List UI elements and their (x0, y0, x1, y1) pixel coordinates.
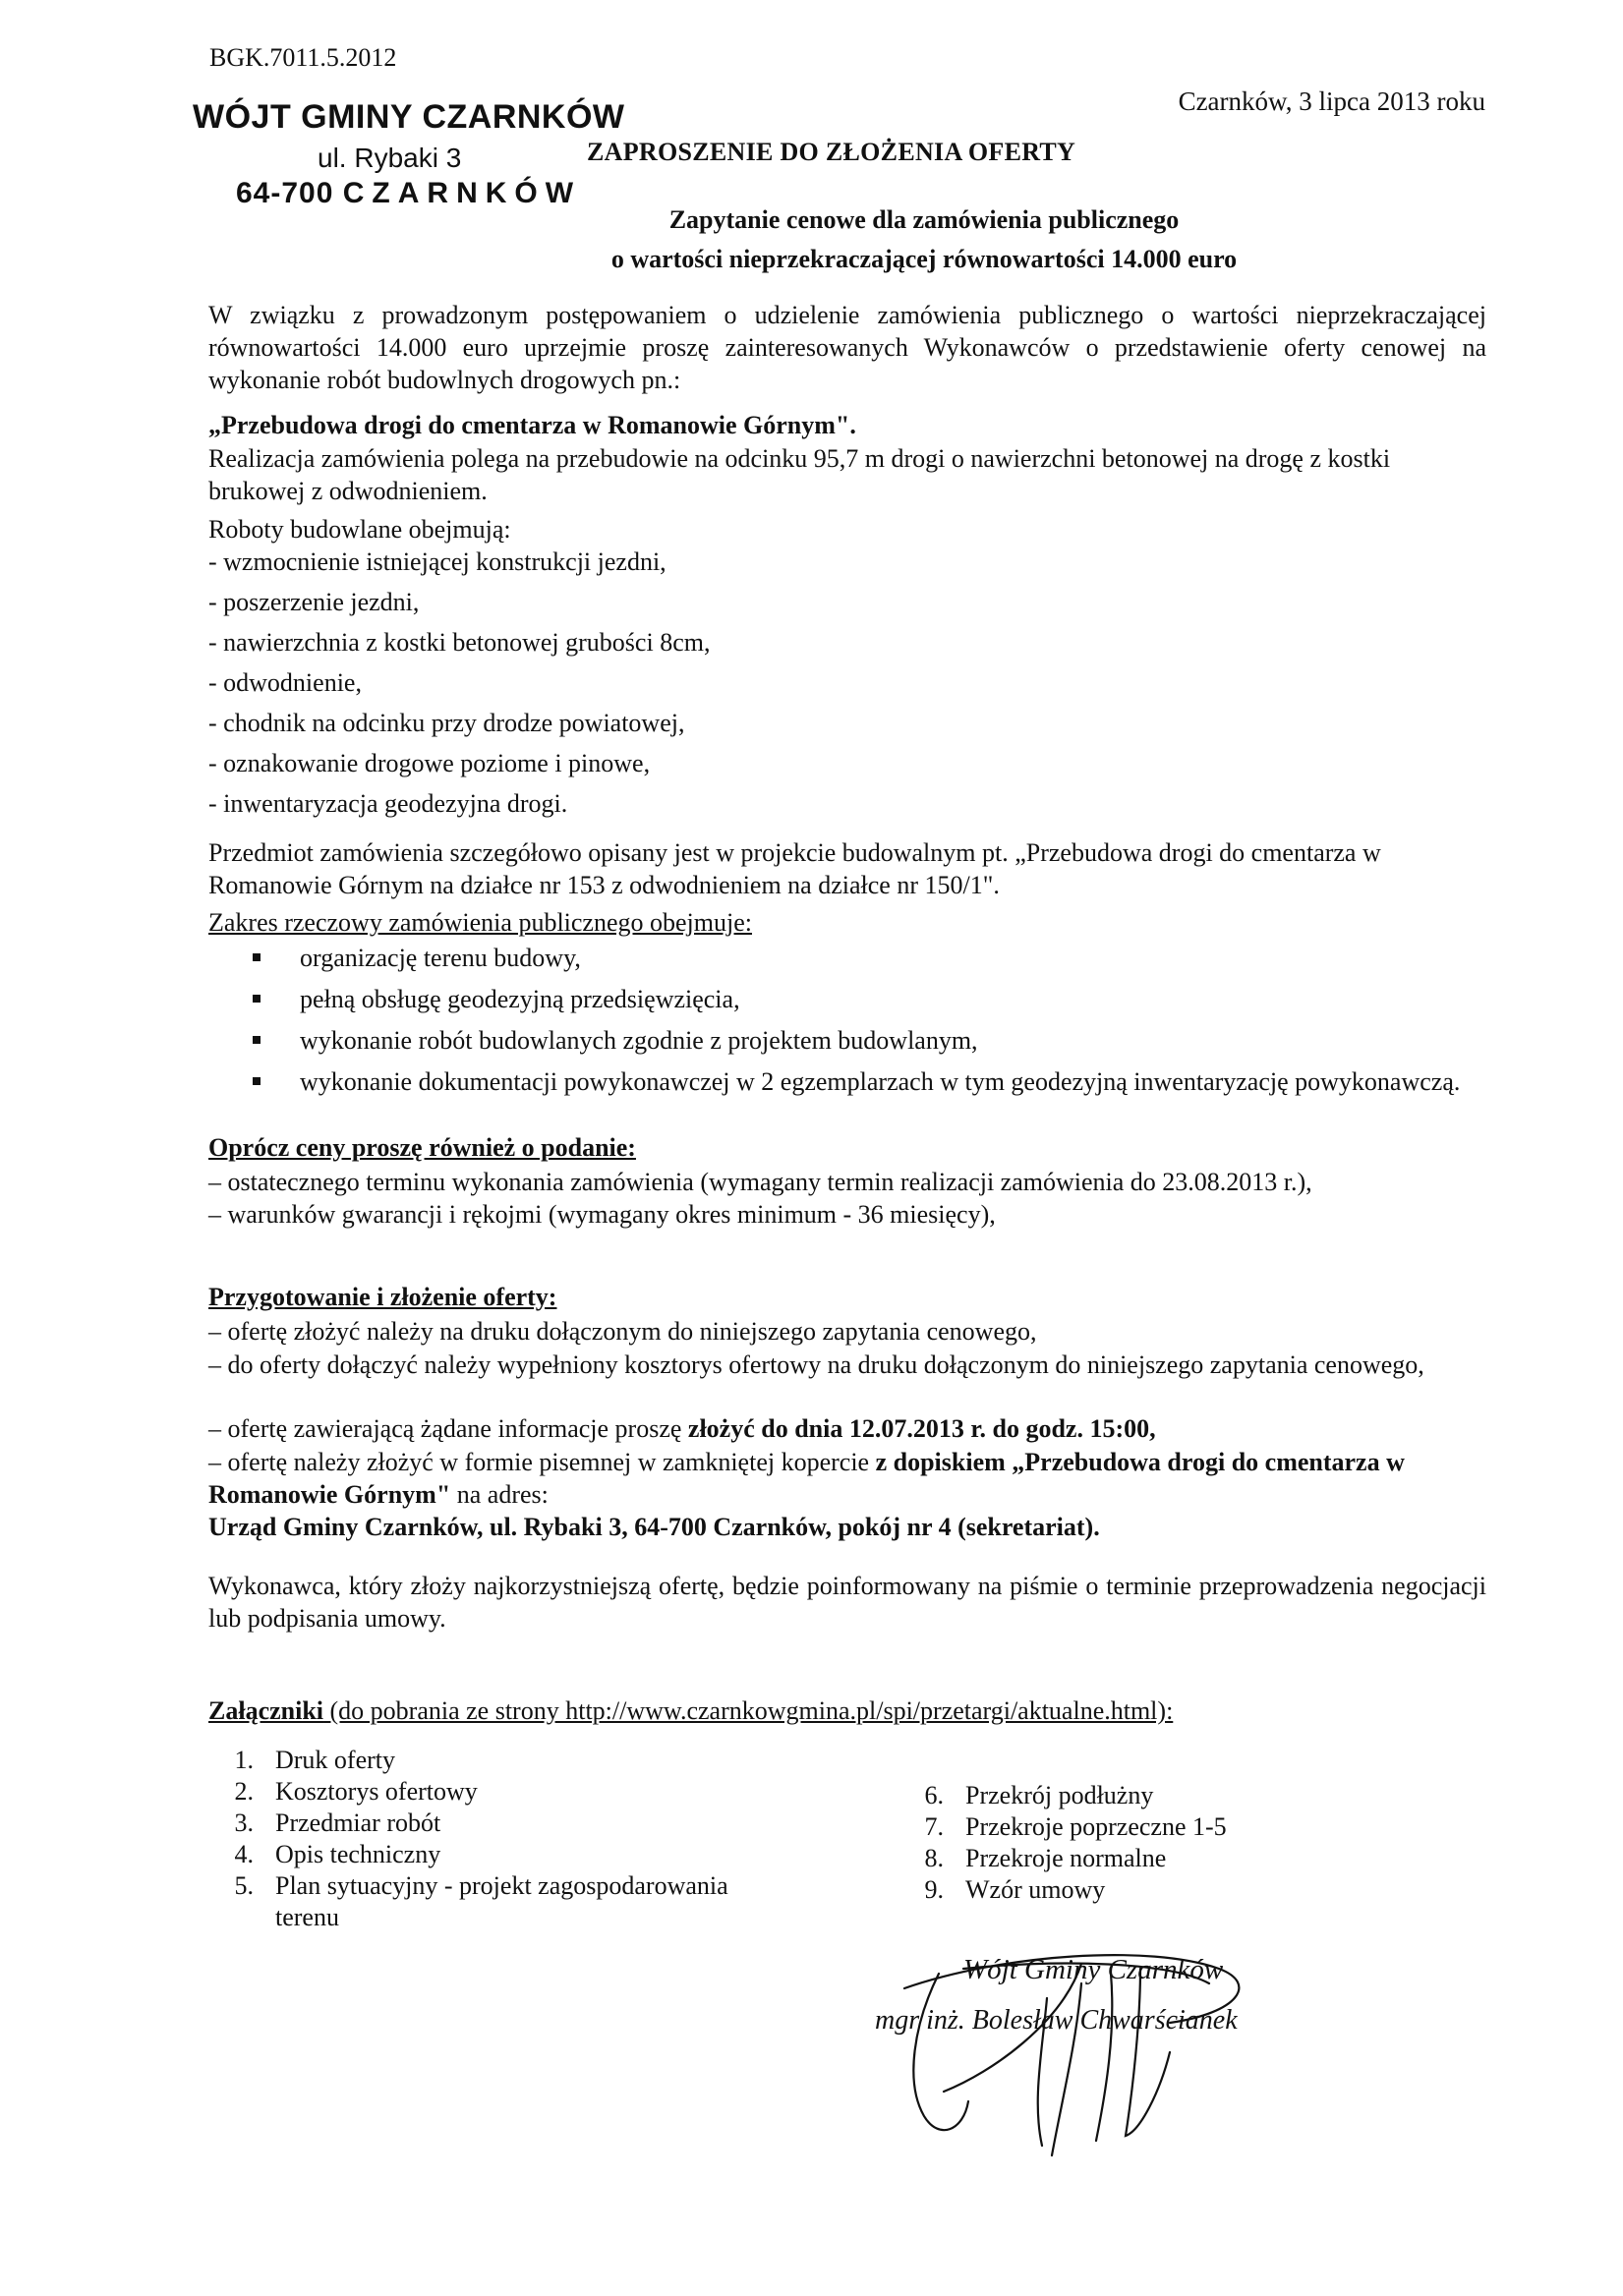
works-list-item: - chodnik na odcinku przy drodze powiatowej, (208, 709, 685, 737)
stamp-line-street: ul. Rybaki 3 (318, 143, 462, 173)
bullet-icon (253, 995, 261, 1003)
attachments-list-right (895, 1780, 1227, 1906)
attachment-item: 8. Przekroje normalne (924, 1844, 1167, 1872)
attachment-item: 5. Plan sytuacyjny - projekt zagospodarowania terenu (234, 1871, 728, 1931)
scope-list-item: pełną obsługę geodezyjną przedsięwzięcia, (253, 983, 740, 1015)
intro-paragraph: W związku z prowadzonym postępowaniem o udzielenie zamówienia publicznego o wartości nieprzekraczającej równowartości 14.000 euro uprzejmie proszę zainteresowanych Wykonawców o przedstawienie oferty cenowej na wykonanie robót budowlnych drogowych pn.: (208, 301, 1486, 394)
bullet-icon (253, 953, 261, 961)
price-list-item: – warunków gwarancji i rękojmi (wymagany okres minimum - 36 miesięcy), (208, 1200, 996, 1229)
stamp-line-city (236, 177, 581, 210)
attachments-list-left (204, 1745, 728, 1933)
envelope-note: z dopiskiem „Przebudowa drogi do cmentarza w Romanowie Górnym" (208, 1448, 1405, 1509)
attachments-heading-label: Załączniki (208, 1696, 324, 1725)
price-list-item: – ostatecznego terminu wykonania zamówienia (wymagany termin realizacji zamówienia do 23.08.2013 r.), (208, 1168, 1312, 1196)
preparation-heading: Przygotowanie i złożenie oferty: (208, 1283, 557, 1311)
project-name: „Przebudowa drogi do cmentarza w Romanowie Górnym". (208, 411, 856, 439)
preparation-item: – ofertę złożyć należy na druku dołączonym do niniejszego zapytania cenowego, (208, 1317, 1037, 1346)
deadline-text: złożyć do dnia 12.07.2013 r. do godz. 15:00, (687, 1414, 1156, 1443)
attachments-heading (208, 1694, 1486, 1727)
preparation-item-envelope: – ofertę należy złożyć w formie pisemnej w zamkniętej kopercie z dopiskiem „Przebudowa drogi do cmentarza w Romanowie Górnym" na adres: (208, 1448, 1405, 1509)
scope-list-item: wykonanie robót budowlanych zgodnie z projektem budowlanym, (253, 1024, 978, 1057)
attachment-item: 2. Kosztorys ofertowy (234, 1777, 478, 1806)
scope-description: Realizacja zamówienia polega na przebudowie na odcinku 95,7 m drogi o nawierzchni betonowej na drogę z kostki brukowej z odwodnieniem. (208, 444, 1391, 505)
stamp-city: CZARNKÓW (342, 177, 582, 209)
document-subtitle (580, 201, 1268, 279)
attachment-item: 6. Przekrój podłużny (924, 1781, 1154, 1809)
attachment-item: 7. Przekroje poprzeczne 1-5 (924, 1812, 1227, 1841)
works-list-item: - poszerzenie jezdni, (208, 588, 420, 616)
bullet-icon (253, 1036, 261, 1044)
works-intro: Roboty budowlane obejmują: (208, 515, 511, 544)
attachment-item: 9. Wzór umowy (924, 1875, 1106, 1904)
attachment-item: 4. Opis techniczny (234, 1840, 441, 1868)
stamp-postcode: 64-700 (236, 177, 334, 209)
subtitle-line: o wartości nieprzekraczającej równowartości 14.000 euro (610, 245, 1238, 273)
preparation-item-deadline: – ofertę zawierającą żądane informacje proszę złożyć do dnia 12.07.2013 r. do godz. 15:00, (208, 1414, 1156, 1443)
stamp-line-office: WÓJT GMINY CZARNKÓW (193, 98, 625, 136)
works-list-item: - inwentaryzacja geodezyjna drogi. (208, 789, 568, 818)
works-list-item: - odwodnienie, (208, 668, 362, 697)
subject-paragraph: Przedmiot zamówienia szczegółowo opisany jest w projekcie budowalnym pt. „Przebudowa drogi do cmentarza w Romanowie Górnym na działce nr 153 z odwodnieniem na działce nr 150/1". (208, 838, 1381, 899)
preparation-item: – do oferty dołączyć należy wypełniony kosztorys ofertowy na druku dołączonym do niniejszego zapytania cenowego, (208, 1350, 1424, 1379)
scope-list-item: wykonanie dokumentacji powykonawczej w 2 egzemplarzach w tym geodezyjną inwentaryzację powykonawczą. (253, 1065, 1486, 1098)
scope-heading: Zakres rzeczowy zamówienia publicznego obejmuje: (208, 908, 752, 937)
signature-block (845, 1944, 1357, 2170)
works-list-item: - nawierzchnia z kostki betonowej grubości 8cm, (208, 628, 711, 657)
price-heading: Oprócz ceny proszę również o podanie: (208, 1133, 636, 1162)
reference-number: BGK.7011.5.2012 (209, 43, 397, 72)
works-list-item: - wzmocnienie istniejącej konstrukcji jezdni, (208, 547, 667, 576)
document-title: ZAPROSZENIE DO ZŁOŻENIA OFERTY (587, 138, 1076, 166)
signature-title: Wójt Gminy Czarnków (963, 1954, 1224, 1985)
notice-paragraph: Wykonawca, który złoży najkorzystniejszą ofertę, będzie poinformowany na piśmie o terminie przeprowadzenia negocjacji lub podpisania umowy. (208, 1572, 1486, 1633)
attachments-source-link[interactable]: (do pobrania ze strony http://www.czarnkowgmina.pl/spi/przetargi/aktualne.html): (323, 1696, 1174, 1725)
bullet-icon (253, 1077, 261, 1085)
attachment-item: 3. Przedmiar robót (234, 1808, 441, 1837)
signature-name: mgr inż. Bolesław Chwarścianek (875, 2005, 1238, 2036)
submission-address: Urząd Gminy Czarnków, ul. Rybaki 3, 64-700 Czarnków, pokój nr 4 (sekretariat). (208, 1513, 1100, 1541)
place-and-date: Czarnków, 3 lipca 2013 roku (1178, 86, 1485, 116)
works-list-item: - oznakowanie drogowe poziome i pinowe, (208, 749, 651, 777)
subtitle-line: Zapytanie cenowe dla zamówienia publicznego (668, 205, 1180, 234)
attachment-item: 1. Druk oferty (234, 1746, 396, 1774)
scope-list-item: organizację terenu budowy, (253, 942, 581, 974)
